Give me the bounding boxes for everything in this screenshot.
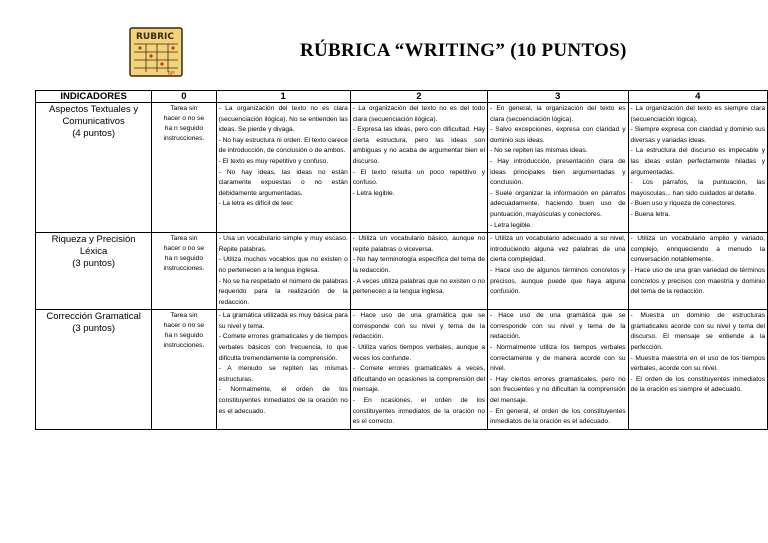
criterion-item: - Hay ciertos errores gramaticales, pero no son frecuentes y no dificultan la comprensión del mensaje. xyxy=(490,375,626,405)
criterion-item: - Normalmente utiliza los tiempos verbales correctamente y de manera acorde con su nivel. xyxy=(490,344,626,373)
criterion-item: - No hay terminología específica del tema de la redacción. xyxy=(352,256,486,274)
logo-text: RUBRIC xyxy=(136,32,174,42)
level-3-cell xyxy=(488,103,628,233)
criterion-item: - Utiliza un vocabulario básico, aunque no repite palabras o viceversa. xyxy=(352,235,486,253)
criterion-item: - A menudo se repiten las mismas estructuras. xyxy=(218,365,348,383)
criterion-item: - La organización del texto no es del todo clara (secuenciación ilógica). xyxy=(352,105,486,123)
table-header-row xyxy=(36,91,768,103)
criterion-item: - Hay introducción, presentación clara de ideas principales bien argumentadas y conclusión. xyxy=(490,157,626,187)
level-1-cell xyxy=(216,103,350,233)
criterion-item: - No se repiten las mismas ideas. xyxy=(490,147,588,155)
table-row xyxy=(36,233,768,310)
criterion-item: - Normalmente, el orden de los constituyentes inmediatos de la oración no es el adecuado. xyxy=(218,386,348,415)
level-2-cell xyxy=(350,310,487,430)
cell-text: ha n seguido xyxy=(164,255,204,263)
cell-text: hacer o no se xyxy=(163,115,205,122)
criterion-item: - No hay estructura ni orden. El texto carece de introducción, de conclusión o de ambos. xyxy=(218,136,348,155)
cell-text: Tarea sin xyxy=(170,235,198,243)
level-3-cell xyxy=(488,310,628,430)
indicator-line: Aspectos Textuales y xyxy=(49,104,139,115)
criterion-item: - Buena letra. xyxy=(630,210,671,218)
table-row xyxy=(36,310,768,430)
indicator-points: (3 puntos) xyxy=(72,323,115,335)
rubric-table xyxy=(35,90,768,430)
indicator-line: Comunicativos xyxy=(62,116,125,127)
indicator-cell xyxy=(36,103,152,233)
criterion-item: - Letra legible. xyxy=(490,221,532,229)
criterion-item: - La gramática utilizada es muy básica para su nivel y tema. xyxy=(218,312,348,330)
page-title: RÚBRICA “WRITING” (10 PUNTOS) xyxy=(300,40,627,61)
cell-text: instrucciones. xyxy=(163,135,205,142)
level-0-cell xyxy=(152,103,216,233)
criterion-item: - A veces utiliza palabras que no existen o no pertenecen a la lengua inglesa. xyxy=(352,277,486,296)
criterion-item: - Salvo excepciones, expresa con claridad y dominio sus ideas. xyxy=(490,126,626,144)
criterion-item: - No hay ideas, las ideas no están claramente expuestas o no están debidamente argumentadas. xyxy=(218,168,348,197)
cell-text: Tarea sin xyxy=(170,312,198,320)
criterion-item: - La estructura del discurso es impecable y las ideas están perfectamente hiladas y argumentadas. xyxy=(630,147,765,176)
criterion-item: - Muestra maestría en el uso de los tiempos verbales, acorde con su nivel. xyxy=(630,354,765,373)
column-header: 4 xyxy=(628,91,767,103)
criterion-item: - No se ha respetado el número de palabras requerido para la realización de la redacción. xyxy=(218,277,348,306)
indicator-points: (3 puntos) xyxy=(72,258,115,270)
criterion-item: - El texto es muy repetitivo y confuso. xyxy=(218,157,329,165)
criterion-item: - Hace uso de una gran variedad de términos concretos y precisos con maestría y dominio del tema de la redacción. xyxy=(630,266,765,296)
cell-text: hacer o no se xyxy=(163,322,205,330)
indicator-cell xyxy=(36,233,152,310)
criterion-item: - La organización del texto no es clara (secuenciación ilógica). No se entienden las ideas. Se pierde y divaga. xyxy=(218,105,348,134)
level-1-cell xyxy=(216,310,350,430)
column-header: 1 xyxy=(216,91,350,103)
level-2-cell xyxy=(350,103,487,233)
indicator-line: Corrección Gramatical xyxy=(46,311,141,323)
column-header: 3 xyxy=(488,91,628,103)
criterion-item: - En general, el orden de los constituyentes inmediatos de la oración es el adecuado. xyxy=(490,407,626,426)
criterion-item: - Utiliza muchos vocablos que no existen o no pertenecen a la lengua inglesa. xyxy=(218,256,348,274)
logo-corner-mark: Nº xyxy=(168,71,175,77)
column-header: 2 xyxy=(350,91,487,103)
criterion-item: - Hace uso de algunos términos concretos y precisos, aunque puede que haya alguna confusión. xyxy=(490,266,626,296)
criterion-item: - Hace uso de una gramática que se corresponde con su nivel y tema de la redacción. xyxy=(352,312,486,341)
criterion-item: - Letra legible. xyxy=(352,189,395,197)
criterion-item: - Comete errores gramaticales y de tiempos verbales básicos con frecuencia, lo que dificulta tremendamente la comprensión. xyxy=(218,333,348,362)
criterion-item: - La letra es difícil de leer. xyxy=(218,200,294,208)
criterion-item: - Siempre expresa con claridad y dominio sus diversas y variadas ideas. xyxy=(630,126,765,144)
table-row xyxy=(36,103,768,233)
criterion-item: - Usa un vocabulario simple y muy escaso. Repite palabras. xyxy=(218,235,348,253)
cell-text: Tarea sin xyxy=(170,105,198,112)
cell-text: instrucciones. xyxy=(163,342,205,350)
cell-text: hacer o no se xyxy=(163,245,205,253)
criterion-item: - El orden de los constituyentes inmediatos de la oración es siempre el adecuado. xyxy=(630,375,765,394)
criterion-item: - En ocasiones, el orden de los constituyentes inmediatos de la oración no es el correcto. xyxy=(352,397,486,426)
level-4-cell xyxy=(628,103,767,233)
criterion-item: - Utiliza un vocabulario adecuado a su nivel, introduciendo alguna vez palabras de una cierta complejidad. xyxy=(490,235,626,264)
criterion-item: - Utiliza un vocabulario amplio y variado, complejo, enriqueciendo a menudo la conversación notablemente. xyxy=(630,235,765,264)
level-0-cell xyxy=(152,310,216,430)
criterion-item: - El texto resulta un poco repetitivo y confuso. xyxy=(352,168,486,187)
criterion-item: - Expresa las ideas, pero con dificultad. Hay cierta estructura, pero las ideas son ambiguas y no acaba de argumentar bien el discurso. xyxy=(352,126,486,165)
criterion-item: - Suele organizar la información en párrafos adecuadamente, haciendo buen uso de puntuación, mayúsculas y conectores. xyxy=(490,189,626,218)
criterion-item: - En general, la organización del texto es clara (secuenciación lógica). xyxy=(490,105,626,123)
level-4-cell xyxy=(628,310,767,430)
level-0-cell xyxy=(152,233,216,310)
level-4-cell xyxy=(628,233,767,310)
level-1-cell xyxy=(216,233,350,310)
rubric-logo xyxy=(128,26,184,78)
indicator-cell xyxy=(36,310,152,430)
cell-text: ha n seguido xyxy=(164,125,204,132)
indicator-line: Riqueza y Precisión xyxy=(51,234,136,246)
criterion-item: - Hace uso de una gramática que se corresponde con su nivel y tema de la redacción. xyxy=(490,312,626,341)
criterion-item: - Buen uso y riqueza de conectores. xyxy=(630,200,737,208)
column-header: INDICADORES xyxy=(36,91,152,103)
cell-text: ha n seguido xyxy=(164,332,204,340)
criterion-item: - Los párrafos, la puntuación, las mayúsculas... han sido cuidados al detalle. xyxy=(630,179,765,197)
indicator-points: (4 puntos) xyxy=(72,128,115,139)
indicator-line: Léxica xyxy=(79,246,108,258)
level-3-cell xyxy=(488,233,628,310)
column-header: 0 xyxy=(152,91,216,103)
criterion-item: - La organización del texto es siempre clara (secuenciación lógica). xyxy=(630,105,765,123)
level-2-cell xyxy=(350,233,487,310)
rubric-checklist-icon xyxy=(128,26,184,78)
cell-text: instrucciones. xyxy=(163,265,205,273)
criterion-item: - Utiliza varios tiempos verbales, aunque a veces los confunde. xyxy=(352,344,486,362)
criterion-item: - Muestra un dominio de estructuras gramaticales acorde con su nivel y tema del discurso. El mensaje se entiende a la perfección. xyxy=(630,312,765,352)
criterion-item: - Comete errores gramaticales a veces, dificultando en ocasiones la comprensión del mensaje. xyxy=(352,365,486,394)
